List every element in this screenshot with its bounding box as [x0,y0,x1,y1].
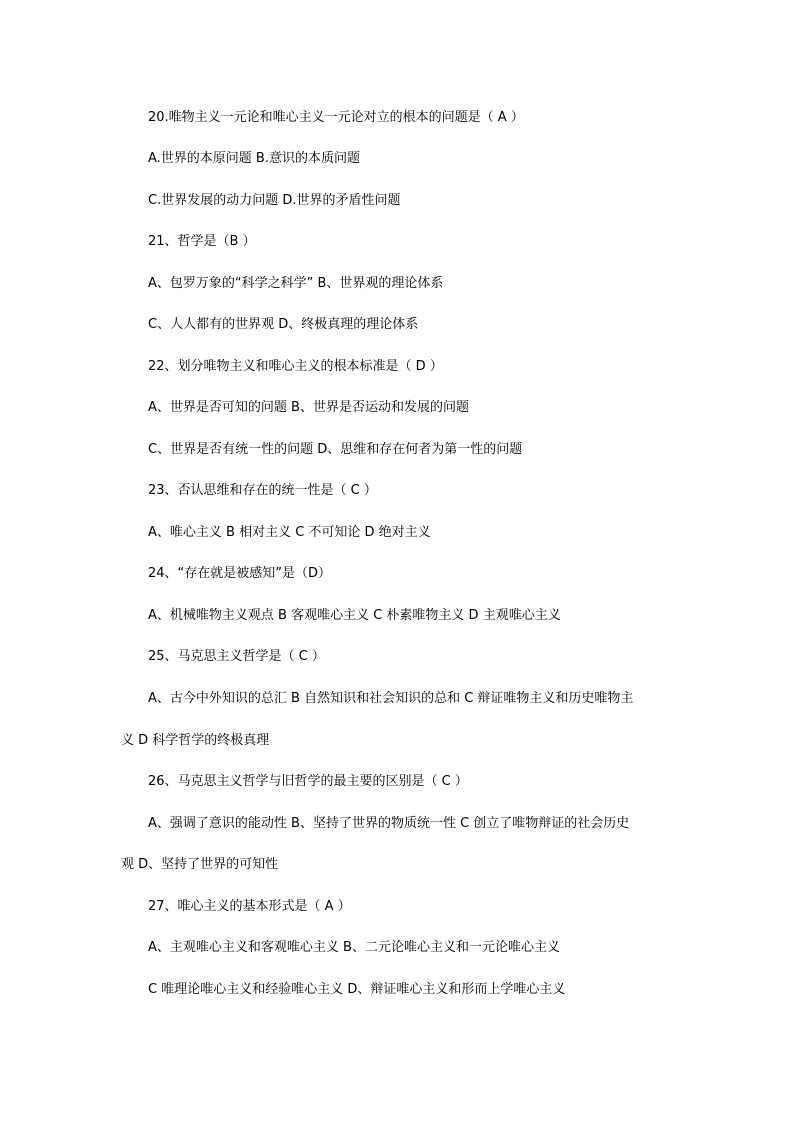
question-25-options-line-1: A、古今中外知识的总汇 B 自然知识和社会知识的总和 C 辩证唯物主义和历史唯物主 [148,691,634,706]
question-26: 26、马克思主义哲学与旧哲学的最主要的区别是（ C ） [148,774,468,789]
question-25-options-line-2: 义 D 科学哲学的终极真理 [121,733,270,748]
question-21-options-cd: C、人人都有的世界观 D、终极真理的理论体系 [148,317,419,332]
question-24: 24、“存在就是被感知”是（D） [148,566,332,581]
question-21: 21、哲学是（B ） [148,234,256,249]
question-20-options-cd: C.世界发展的动力问题 D.世界的矛盾性问题 [148,193,401,208]
question-27-options-cd: C 唯理论唯心主义和经验唯心主义 D、辩证唯心主义和形而上学唯心主义 [148,982,566,997]
question-26-options-line-1: A、强调了意识的能动性 B、坚持了世界的物质统一性 C 创立了唯物辩证的社会历史 [148,816,630,831]
question-22-options-cd: C、世界是否有统一性的问题 D、思维和存在何者为第一性的问题 [148,442,523,457]
question-23-options: A、唯心主义 B 相对主义 C 不可知论 D 绝对主义 [148,525,431,540]
question-27-options-ab: A、主观唯心主义和客观唯心主义 B、二元论唯心主义和一元论唯心主义 [148,940,560,955]
question-20-options-ab: A.世界的本原问题 B.意识的本质问题 [148,151,360,166]
question-26-options-line-2: 观 D、坚持了世界的可知性 [121,857,279,872]
question-21-options-ab: A、包罗万象的“科学之科学” B、世界观的理论体系 [148,276,444,291]
question-23: 23、否认思维和存在的统一性是（ C ） [148,483,377,498]
question-24-options: A、机械唯物主义观点 B 客观唯心主义 C 朴素唯物主义 D 主观唯心主义 [148,608,561,623]
question-20: 20.唯物主义一元论和唯心主义一元论对立的根本的问题是（ A ） [148,110,524,125]
question-22-options-ab: A、世界是否可知的问题 B、世界是否运动和发展的问题 [148,400,469,415]
question-22: 22、划分唯物主义和唯心主义的根本标准是（ D ） [148,359,443,374]
question-25: 25、马克思主义哲学是（ C ） [148,649,325,664]
question-27: 27、唯心主义的基本形式是（ A ） [148,899,351,914]
